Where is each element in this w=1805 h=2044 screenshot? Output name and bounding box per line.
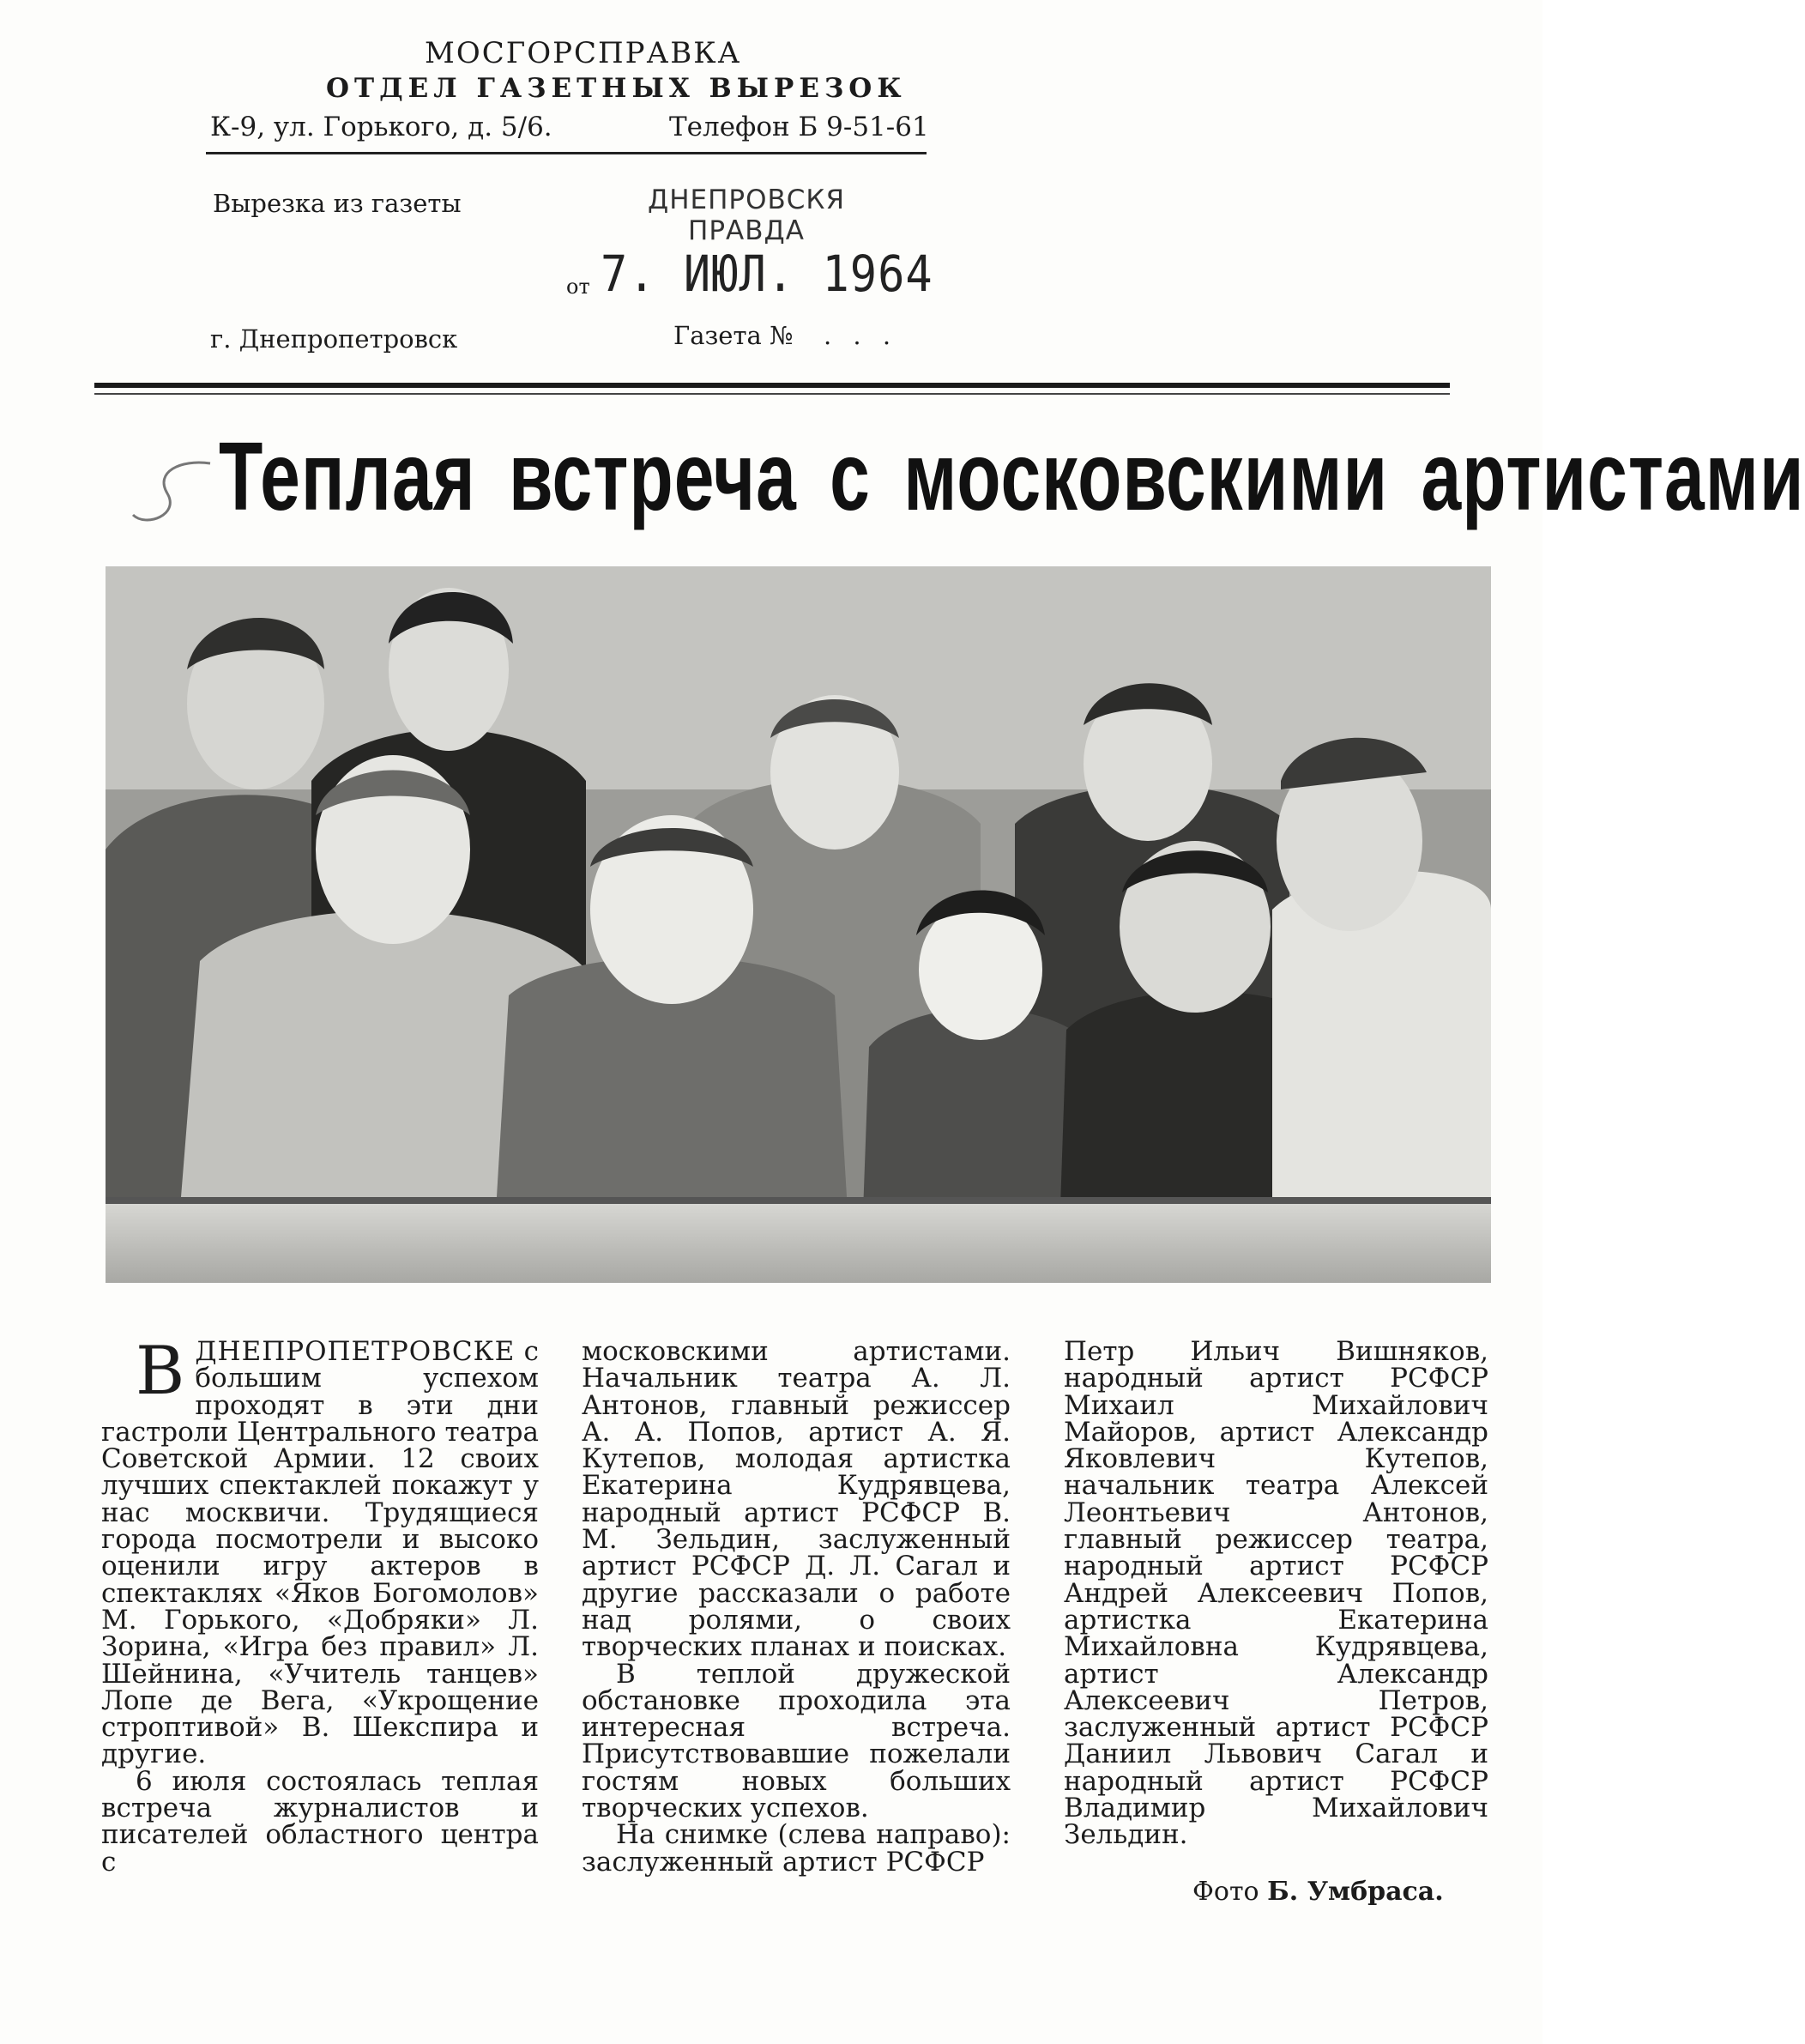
clipping-label: Вырезка из газеты (213, 189, 462, 218)
issue-value: . . . (824, 321, 898, 350)
bureau-address: К-9, ул. Горького, д. 5/6. (210, 112, 552, 142)
intro-text: с большим успехом проходят в эти дни гастроли Центрального театра Советской Армии. 12 своих лучших спектаклей покажут у нас москвичи. Трудящиеся города посмотрели и высоко оценили игру актеров в спектаклях «Яков Богомолов» М. Горького, «Добряки» Л. Зорина, «Игра без правил» Л. Шейнина, «Учитель танцев» Лопе де Вега, «Укрощение строптивой» В. Шекспира и другие. (101, 1336, 539, 1770)
group-photo (106, 566, 1491, 1283)
article-column-1 (101, 1333, 539, 1878)
article-column-3 (1064, 1336, 1488, 1851)
photo-credit (1192, 1877, 1444, 1907)
newspaper-name-line1: ДНЕПРОВСКЯ (648, 184, 845, 215)
article-column-2 (582, 1336, 1011, 1878)
dropcap: В (136, 1333, 185, 1410)
intro-caps: ДНЕПРОПЕТРОВСКЕ (195, 1336, 516, 1367)
paragraph-caption-start: На снимке (слева направо): заслуженный артист РСФСР (582, 1819, 1011, 1878)
masthead-rule-thick (94, 383, 1450, 388)
paragraph-atmosphere: В теплой дружеской обстановке проходила эта интересная встреча. Присутствовавшие пожелали гостям новых больших творческих успехов. (582, 1658, 1011, 1824)
paragraph-meeting: 6 июля состоялась теплая встреча журналистов и писателей областного центра с (101, 1765, 539, 1878)
issue-label: Газета № (673, 321, 794, 350)
header-divider (206, 152, 927, 154)
paragraph-caption-names: Петр Ильич Вишняков, народный артист РСФСР Михаил Михайлович Майоров, артист Александр Яковлевич Кутепов, начальник театра Алексей Леонтьевич Антонов, главный режиссер театра, народный артист РСФСР Андрей Алексеевич Попов, артистка Екатерина Михайловна Кудрявцева, артист Александр Алексеевич Петров, заслуженный артист РСФСР Даниил Львович Сагал и народный артист РСФСР Владимир Михайлович Зельдин. (1064, 1336, 1488, 1851)
newspaper-name-line2: ПРАВДА (688, 215, 805, 246)
group-photo-illustration (106, 566, 1491, 1283)
pencil-scribble-icon (129, 455, 223, 541)
paragraph-artists: московскими артистами. Начальник театра А. Л. Антонов, главный режиссер А. А. Попов, артист А. Я. Кутепов, молодая артистка Екатерина Кудрявцева, народный артист РСФСР В. М. Зельдин, заслуженный артист РСФСР Д. Л. Сагал и другие рассказали о работе над ролями, о своих творческих планах и поисках. (582, 1336, 1011, 1663)
article-headline: Теплая встреча с московскими артистами (219, 421, 1805, 531)
photo-credit-prefix: Фото (1192, 1877, 1259, 1907)
bureau-name: МОСГОРСПРАВКА (425, 36, 742, 70)
bureau-phone: Телефон Б 9-51-61 (669, 112, 929, 142)
newspaper-name (635, 184, 858, 246)
date-stamp: 7. ИЮЛ. 1964 (601, 245, 933, 304)
bureau-department: ОТДЕЛ ГАЗЕТНЫХ ВЫРЕЗОК (326, 73, 907, 104)
date-prefix: от (566, 275, 590, 299)
masthead-rule-thin (94, 393, 1450, 395)
clipping-city: г. Днепропетровск (210, 324, 458, 354)
paragraph-intro (101, 1333, 539, 1770)
photo-credit-name: Б. Умбраса. (1267, 1877, 1444, 1907)
